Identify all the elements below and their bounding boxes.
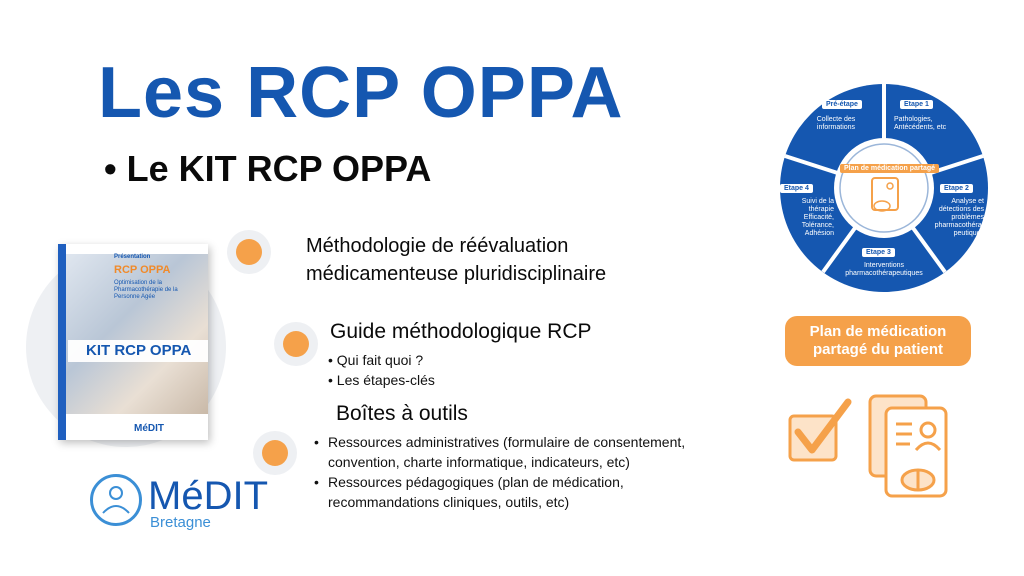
medit-logo-word: MéDIT [148, 474, 268, 518]
subtitle [104, 148, 431, 190]
page-title: Les RCP OPPA [98, 53, 624, 133]
medication-plan-badge: Plan de médication partagé du patient [785, 316, 971, 366]
cycle-step-label: Etape 1 [900, 100, 933, 109]
list-item: • Ressources administratives (formulaire de consentement, convention, charte informatique, indicateurs, etc) [314, 434, 686, 470]
bullet-dot-1 [236, 239, 262, 265]
cycle-step-label: Etape 2 [940, 184, 973, 193]
methodology-text: Méthodologie de réévaluation médicamenteuse pluridisciplinaire [306, 235, 607, 285]
cover-kit-label: KIT RCP OPPA [86, 342, 192, 359]
subtitle-bullet: • [104, 148, 117, 189]
cycle-diagram [778, 82, 990, 294]
guide-list [328, 350, 435, 390]
cycle-center-label: Plan de médication partagé [840, 164, 939, 173]
cover-photo [66, 254, 208, 414]
cover-logo: MéDIT [134, 423, 164, 434]
cover-rcp-oppa: RCP OPPA [114, 264, 171, 276]
toolbox-list [314, 432, 734, 512]
cycle-step-text: Suivi de la thérapie Efficacité, Tolérance, Adhésion [801, 198, 834, 237]
medit-logo-region: Bretagne [150, 514, 211, 531]
subtitle-text: Le KIT RCP OPPA [126, 148, 432, 189]
list-item: • Les étapes-clés [328, 372, 435, 388]
toolbox-heading: Boîtes à outils [336, 402, 468, 425]
kit-booklet-cover [58, 244, 208, 440]
checkmark-icon [784, 396, 854, 466]
cycle-step-label: Etape 3 [862, 248, 895, 257]
bullet-dot-2 [283, 331, 309, 357]
cycle-step-text: Pathologies, Antécédents, etc [894, 116, 947, 131]
cycle-step-text: Analyse et détections des problèmes pharmacothéra-peutiques [934, 198, 984, 237]
cycle-step-text: Collecte des informations [816, 116, 856, 131]
cover-subtitle: Optimisation de la Pharmacothérapie de la Personne Agée [114, 280, 178, 300]
cover-presentation: Présentation [114, 254, 151, 260]
cycle-step-label: Pré-étape [822, 100, 862, 109]
cover-side-bar [58, 244, 66, 440]
bullet-dot-3 [262, 440, 288, 466]
medit-logo-icon [90, 474, 142, 526]
guide-heading: Guide méthodologique RCP [330, 320, 592, 343]
patient-document-icon [866, 390, 952, 500]
cycle-step-label: Etape 4 [780, 184, 813, 193]
list-item: • Ressources pédagogiques (plan de médication, recommandations cliniques, outils, etc) [314, 474, 624, 510]
list-item: • Qui fait quoi ? [328, 352, 424, 368]
cycle-step-text: Interventions pharmacothérapeutiques [845, 262, 923, 277]
